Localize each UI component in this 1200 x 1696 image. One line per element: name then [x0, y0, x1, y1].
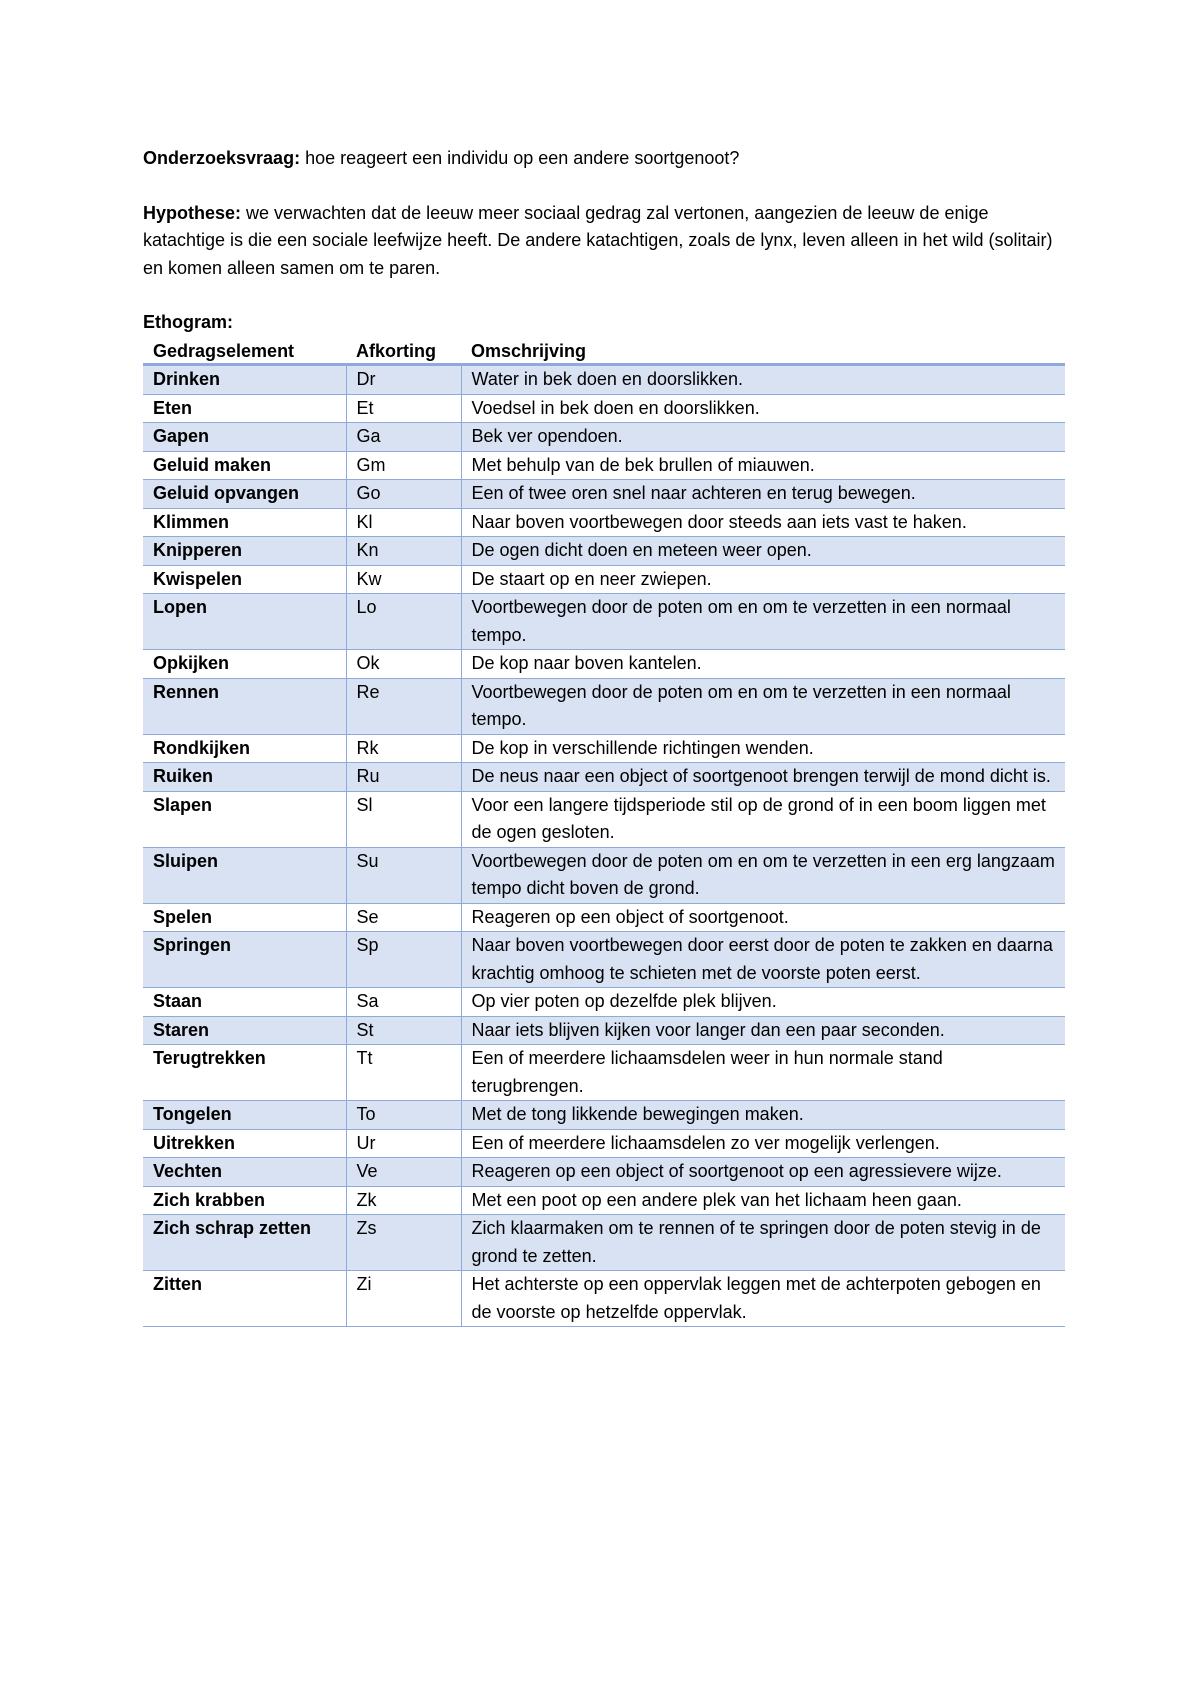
abbreviation-cell: Se: [346, 903, 461, 932]
behaviour-cell: Slapen: [143, 791, 346, 847]
behaviour-cell: Gapen: [143, 423, 346, 452]
behaviour-cell: Knipperen: [143, 537, 346, 566]
behaviour-cell: Opkijken: [143, 650, 346, 679]
header-behaviour: Gedragselement: [143, 335, 346, 365]
table-body: [143, 365, 1065, 1327]
table-row: [143, 394, 1065, 423]
abbreviation-cell: Dr: [346, 365, 461, 395]
abbreviation-cell: To: [346, 1101, 461, 1130]
behaviour-cell: Zich schrap zetten: [143, 1215, 346, 1271]
abbreviation-cell: Ga: [346, 423, 461, 452]
behaviour-cell: Terugtrekken: [143, 1045, 346, 1101]
description-cell: De kop naar boven kantelen.: [461, 650, 1065, 679]
abbreviation-cell: St: [346, 1016, 461, 1045]
table-row: [143, 365, 1065, 395]
behaviour-cell: Klimmen: [143, 508, 346, 537]
description-cell: Voortbewegen door de poten om en om te verzetten in een normaal tempo.: [461, 594, 1065, 650]
behaviour-cell: Sluipen: [143, 847, 346, 903]
behaviour-cell: Zich krabben: [143, 1186, 346, 1215]
description-cell: Op vier poten op dezelfde plek blijven.: [461, 988, 1065, 1017]
behaviour-cell: Drinken: [143, 365, 346, 395]
header-description: Omschrijving: [461, 335, 1065, 365]
behaviour-cell: Ruiken: [143, 763, 346, 792]
table-row: [143, 1271, 1065, 1327]
abbreviation-cell: Go: [346, 480, 461, 509]
abbreviation-cell: Re: [346, 678, 461, 734]
abbreviation-cell: Zk: [346, 1186, 461, 1215]
abbreviation-cell: Ok: [346, 650, 461, 679]
research-question-label: Onderzoeksvraag:: [143, 148, 301, 168]
description-cell: Naar boven voortbewegen door eerst door de poten te zakken en daarna krachtig omhoog te schieten met de voorste poten eerst.: [461, 932, 1065, 988]
hypothesis: [143, 200, 1065, 283]
behaviour-cell: Geluid maken: [143, 451, 346, 480]
behaviour-cell: Rennen: [143, 678, 346, 734]
spacer: [143, 282, 1065, 309]
table-row: [143, 932, 1065, 988]
behaviour-cell: Kwispelen: [143, 565, 346, 594]
table-row: [143, 734, 1065, 763]
abbreviation-cell: Rk: [346, 734, 461, 763]
description-cell: Met de tong likkende bewegingen maken.: [461, 1101, 1065, 1130]
abbreviation-cell: Kn: [346, 537, 461, 566]
description-cell: Voortbewegen door de poten om en om te verzetten in een erg langzaam tempo dicht boven de grond.: [461, 847, 1065, 903]
abbreviation-cell: Su: [346, 847, 461, 903]
description-cell: Een of twee oren snel naar achteren en terug bewegen.: [461, 480, 1065, 509]
ethogram-table: [143, 335, 1065, 1327]
table-row: [143, 1045, 1065, 1101]
ethogram-label: Ethogram:: [143, 312, 233, 332]
description-cell: Naar boven voortbewegen door steeds aan iets vast te haken.: [461, 508, 1065, 537]
description-cell: Voedsel in bek doen en doorslikken.: [461, 394, 1065, 423]
abbreviation-cell: Kl: [346, 508, 461, 537]
abbreviation-cell: Kw: [346, 565, 461, 594]
hypothesis-label: Hypothese:: [143, 202, 242, 223]
table-row: [143, 1016, 1065, 1045]
description-cell: Met een poot op een andere plek van het lichaam heen gaan.: [461, 1186, 1065, 1215]
table-row: [143, 1158, 1065, 1187]
abbreviation-cell: Ve: [346, 1158, 461, 1187]
description-cell: Een of meerdere lichaamsdelen weer in hun normale stand terugbrengen.: [461, 1045, 1065, 1101]
abbreviation-cell: Gm: [346, 451, 461, 480]
research-question: [143, 145, 1065, 173]
behaviour-cell: Rondkijken: [143, 734, 346, 763]
behaviour-cell: Geluid opvangen: [143, 480, 346, 509]
description-cell: Reageren op een object of soortgenoot op een agressievere wijze.: [461, 1158, 1065, 1187]
behaviour-cell: Uitrekken: [143, 1129, 346, 1158]
behaviour-cell: Staren: [143, 1016, 346, 1045]
spacer: [143, 173, 1065, 200]
table-row: [143, 423, 1065, 452]
table-row: [143, 1101, 1065, 1130]
behaviour-cell: Staan: [143, 988, 346, 1017]
table-row: [143, 903, 1065, 932]
table-row: [143, 988, 1065, 1017]
description-cell: De staart op en neer zwiepen.: [461, 565, 1065, 594]
table-row: [143, 565, 1065, 594]
table-row: [143, 480, 1065, 509]
abbreviation-cell: Ru: [346, 763, 461, 792]
behaviour-cell: Eten: [143, 394, 346, 423]
description-cell: Het achterste op een oppervlak leggen met de achterpoten gebogen en de voorste op hetzelfde oppervlak.: [461, 1271, 1065, 1327]
table-row: [143, 1129, 1065, 1158]
hypothesis-text: we verwachten dat de leeuw meer sociaal gedrag zal vertonen, aangezien de leeuw de enige katachtige is die een sociale leefwijze heeft. De andere katachtigen, zoals de lynx, leven alleen in het wild (solitair) en komen alleen samen om te paren.: [143, 202, 1053, 278]
description-cell: Reageren op een object of soortgenoot.: [461, 903, 1065, 932]
table-row: [143, 791, 1065, 847]
table-row: [143, 1186, 1065, 1215]
table-row: [143, 847, 1065, 903]
abbreviation-cell: Et: [346, 394, 461, 423]
abbreviation-cell: Ur: [346, 1129, 461, 1158]
table-row: [143, 1215, 1065, 1271]
description-cell: Voortbewegen door de poten om en om te verzetten in een normaal tempo.: [461, 678, 1065, 734]
table-row: [143, 763, 1065, 792]
description-cell: De neus naar een object of soortgenoot brengen terwijl de mond dicht is.: [461, 763, 1065, 792]
description-cell: Naar iets blijven kijken voor langer dan een paar seconden.: [461, 1016, 1065, 1045]
table-row: [143, 678, 1065, 734]
abbreviation-cell: Sa: [346, 988, 461, 1017]
description-cell: Voor een langere tijdsperiode stil op de grond of in een boom liggen met de ogen gesloten.: [461, 791, 1065, 847]
description-cell: Met behulp van de bek brullen of miauwen.: [461, 451, 1065, 480]
table-row: [143, 451, 1065, 480]
behaviour-cell: Vechten: [143, 1158, 346, 1187]
document-content: [143, 145, 1065, 1327]
behaviour-cell: Springen: [143, 932, 346, 988]
header-abbreviation: Afkorting: [346, 335, 461, 365]
behaviour-cell: Tongelen: [143, 1101, 346, 1130]
abbreviation-cell: Zi: [346, 1271, 461, 1327]
description-cell: De ogen dicht doen en meteen weer open.: [461, 537, 1065, 566]
behaviour-cell: Spelen: [143, 903, 346, 932]
abbreviation-cell: Zs: [346, 1215, 461, 1271]
table-header-row: [143, 335, 1065, 365]
description-cell: Een of meerdere lichaamsdelen zo ver mogelijk verlengen.: [461, 1129, 1065, 1158]
behaviour-cell: Lopen: [143, 594, 346, 650]
table-row: [143, 537, 1065, 566]
research-question-text: hoe reageert een individu op een andere soortgenoot?: [300, 148, 740, 168]
abbreviation-cell: Sp: [346, 932, 461, 988]
description-cell: De kop in verschillende richtingen wenden.: [461, 734, 1065, 763]
description-cell: Bek ver opendoen.: [461, 423, 1065, 452]
abbreviation-cell: Sl: [346, 791, 461, 847]
behaviour-cell: Zitten: [143, 1271, 346, 1327]
table-row: [143, 594, 1065, 650]
table-row: [143, 650, 1065, 679]
table-row: [143, 508, 1065, 537]
description-cell: Zich klaarmaken om te rennen of te springen door de poten stevig in de grond te zetten.: [461, 1215, 1065, 1271]
description-cell: Water in bek doen en doorslikken.: [461, 365, 1065, 395]
abbreviation-cell: Lo: [346, 594, 461, 650]
abbreviation-cell: Tt: [346, 1045, 461, 1101]
